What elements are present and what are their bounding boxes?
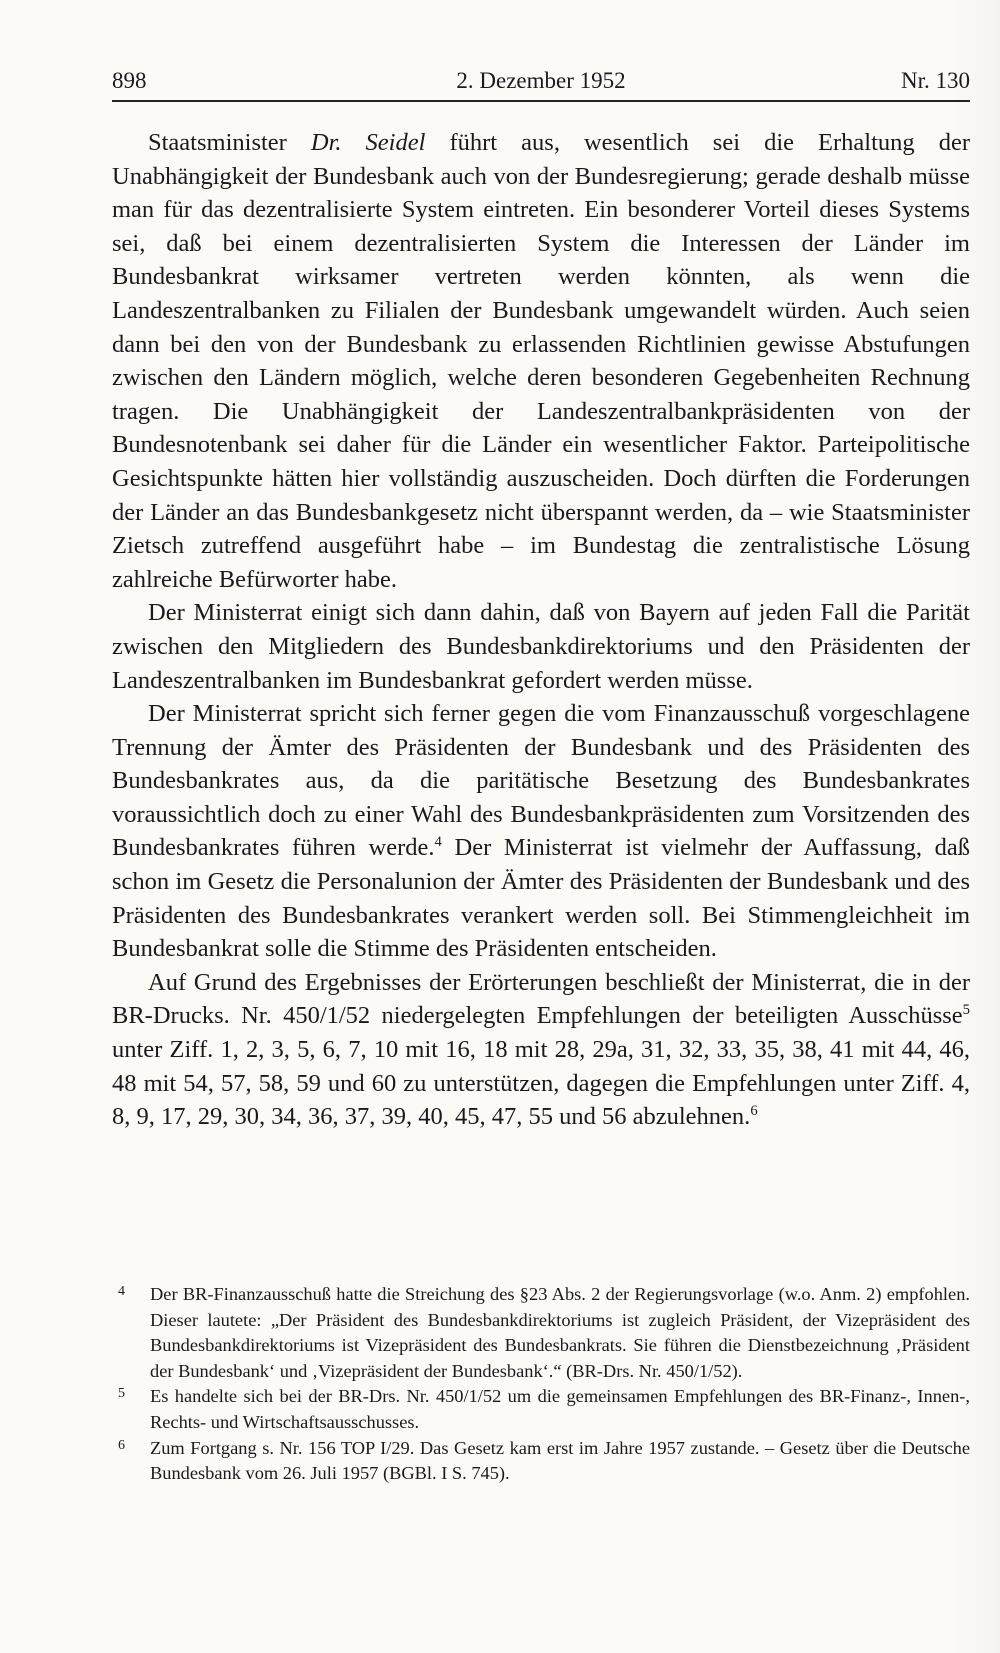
footnote-number: 6 (118, 1437, 125, 1453)
footnote-text: Der BR-Finanzausschuß hatte die Streichung des §23 Abs. 2 der Regierungsvorlage (w.o. Anm. 2) empfohlen. Dieser lautete: „Der Präsident des Bundesbankdirektoriums ist zugleich Präsident, der Vizepräsident des Bundesbankdirektoriums ist Vizepräsident des Bundesbankrats. Sie führen die Dienstbezeichnung ‚Präsident der Bundesbank‘ und ‚Vizepräsident der Bundesbank‘.“ (BR-Drs. Nr. 450/1/52). (150, 1284, 970, 1381)
footnotes (112, 1282, 970, 1487)
paragraph-beschluss (112, 966, 970, 1134)
paragraph-text: Auf Grund des Ergebnisses der Erörterungen beschließt der Ministerrat, die in der BR-Drucks. Nr. 450/1/52 niedergelegten Empfehlungen der beteiligten Ausschüsse (112, 968, 970, 1030)
paragraph-text: Der Ministerrat spricht sich ferner gegen die vom Finanzausschuß vorgeschlagene Trennung der Ämter des Präsidenten der Bundesbank und des Präsidenten des Bundesbankrates aus, da die paritätische Besetzung des Bundesbankrates voraussichtlich doch zu einer Wahl des Bundesbankpräsidenten zum Vorsitzenden des Bundesbankrates führen werde. (112, 700, 970, 862)
footnote-ref: 5 (962, 1002, 970, 1019)
paragraph-text: Staatsminister (148, 129, 311, 156)
paragraph-text: Der Ministerrat ist vielmehr der Auffassung, daß schon im Gesetz die Personalunion der Ämter des Präsidenten der Bundesbank und des Präsidenten des Bundesbankrates verankert werden soll. Bei Stimmengleichheit im Bundesbankrat solle die Stimme des Präsidenten entscheiden. (112, 834, 970, 963)
speaker-name: Dr. Seidel (310, 129, 426, 156)
paragraph-paritaet (112, 596, 970, 697)
paragraph-text: unter Ziff. 1, 2, 3, 5, 6, 7, 10 mit 16, 18 mit 28, 29a, 31, 32, 33, 35, 38, 41 mit 44, 46, 48 mit 54, 57, 58, 59 und 60 zu unterstützen, dagegen die Empfehlungen unter Ziff. 4, 8, 9, 17, 29, 30, 34, 36, 37, 39, 40, 45, 47, 55 und 56 abzulehnen. (112, 1036, 970, 1131)
footnote-number: 4 (118, 1284, 125, 1299)
paragraph-text: Der Ministerrat einigt sich dann dahin, daß von Bayern auf jeden Fall die Parität zwischen den Mitgliedern des Bundesbankdirektoriums und den Präsidenten der Landeszentralbanken im Bundesbankrat gefordert werden müsse. (112, 599, 970, 694)
paragraph-text: führt aus, wesentlich sei die Erhaltung der Unabhängigkeit der Bundesbank auch von der Bundesregierung; gerade deshalb müsse man für das dezentralisierte System eintreten. Ein besonderer Vorteil dieses Systems sei, daß bei einem dezentralisierten System die Interessen der Länder im Bundesbankrat wirksamer vertreten werden könnten, als wenn die Landeszentralbanken zu Filialen der Bundesbank umgewandelt würden. Auch seien dann bei den von der Bundesbank zu erlassenden Richtlinien gewisse Abstufungen zwischen den Ländern möglich, welche deren besonderen Gegebenheiten Rechnung tragen. Die Unabhängigkeit der Landeszentralbankpräsidenten von der Bundesnotenbank sei daher für die Länder ein wesentlicher Faktor. Parteipolitische Gesichtspunkte hätten hier vollständig auszuscheiden. Doch dürften die Forderungen der Länder an das Bundesbankgesetz nicht überspannt werden, da – wie Staatsminister Zietsch zutreffend ausgeführt habe – im Bundestag die zentralistische Lösung zahlreiche Befürworter habe. (112, 129, 970, 593)
main-text (112, 126, 970, 1134)
footnote-text: Zum Fortgang s. Nr. 156 TOP I/29. Das Gesetz kam erst im Jahre 1957 zustande. – Gesetz über die Deutsche Bundesbank vom 26. Juli 1957 (BGBl. I S. 745). (150, 1437, 970, 1484)
footnote (112, 1282, 970, 1384)
paragraph-seidel (112, 126, 970, 596)
footnote-number: 5 (118, 1386, 125, 1402)
issue-number: Nr. 130 (901, 68, 970, 93)
footnote-ref: 6 (750, 1103, 758, 1120)
header-date: 2. Dezember 1952 (456, 68, 626, 93)
footnote (112, 1436, 970, 1487)
page-number: 898 (112, 68, 147, 93)
footnote-ref: 4 (434, 834, 442, 851)
footnote (112, 1384, 970, 1435)
footnote-text: Es handelte sich bei der BR-Drs. Nr. 450/1/52 um die gemeinsamen Empfehlungen des BR-Finanz-, Innen-, Rechts- und Wirtschaftsausschusses. (150, 1386, 970, 1432)
running-header (112, 64, 970, 102)
paragraph-trennung (112, 697, 970, 966)
